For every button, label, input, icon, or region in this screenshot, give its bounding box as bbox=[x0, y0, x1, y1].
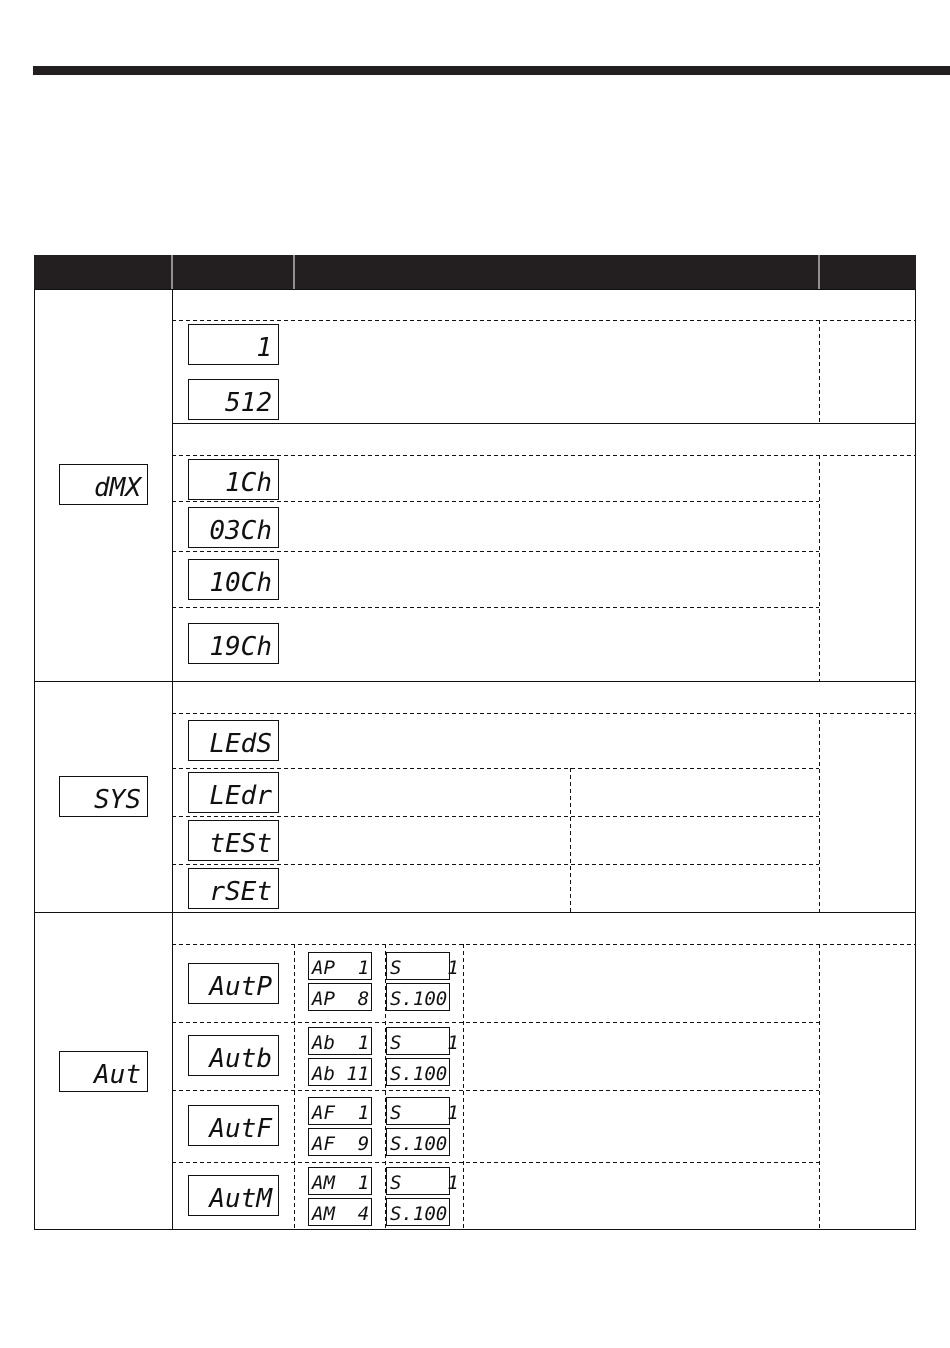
svg-text:1: 1 bbox=[256, 333, 272, 363]
display-auto-p-first bbox=[309, 953, 372, 980]
display-auto-b-last bbox=[309, 1059, 372, 1086]
display-channel-1ch bbox=[189, 460, 279, 500]
display-speed-b-max bbox=[387, 1059, 450, 1086]
display-speed-m-min bbox=[387, 1168, 459, 1195]
svg-text:rSEt: rSEt bbox=[209, 877, 272, 907]
display-auto-program-p bbox=[189, 964, 279, 1004]
svg-text:S.100: S.100 bbox=[390, 1203, 448, 1225]
display-speed-f-max bbox=[387, 1129, 450, 1156]
svg-text:03Ch: 03Ch bbox=[209, 516, 272, 546]
svg-text:Ab 11: Ab 11 bbox=[312, 1063, 370, 1085]
svg-text:AM 1: AM 1 bbox=[312, 1172, 370, 1194]
display-reset bbox=[189, 869, 279, 909]
svg-text:S 1: S 1 bbox=[390, 1172, 459, 1194]
table-frame bbox=[34, 289, 916, 1230]
display-auto-f-last bbox=[309, 1129, 372, 1156]
svg-text:SYS: SYS bbox=[94, 785, 141, 815]
display-channel-03ch bbox=[189, 508, 279, 548]
display-auto-f-first bbox=[309, 1098, 372, 1125]
display-leds bbox=[189, 721, 279, 761]
svg-text:AutF: AutF bbox=[209, 1114, 272, 1144]
display-speed-b-min bbox=[387, 1028, 459, 1055]
table-dashes bbox=[172, 320, 916, 1229]
display-speed-m-max bbox=[387, 1199, 450, 1226]
svg-text:AF 9: AF 9 bbox=[312, 1133, 370, 1155]
svg-text:AutP: AutP bbox=[209, 972, 272, 1002]
display-auto-m-last bbox=[309, 1199, 372, 1226]
svg-text:Ab 1: Ab 1 bbox=[312, 1032, 370, 1054]
display-address-max bbox=[189, 380, 279, 420]
svg-text:S.100: S.100 bbox=[390, 1133, 448, 1155]
display-auto-program-f bbox=[189, 1106, 279, 1146]
top-rule bbox=[33, 66, 950, 75]
svg-text:S 1: S 1 bbox=[390, 1032, 459, 1054]
svg-text:512: 512 bbox=[225, 388, 272, 418]
svg-text:10Ch: 10Ch bbox=[209, 568, 272, 598]
svg-text:AutM: AutM bbox=[209, 1184, 272, 1214]
display-auto-program-b bbox=[189, 1036, 279, 1076]
display-speed-f-min bbox=[387, 1098, 459, 1125]
display-auto-m-first bbox=[309, 1168, 372, 1195]
svg-text:dMX: dMX bbox=[94, 473, 141, 503]
menu-display-aut bbox=[60, 1052, 148, 1092]
display-speed-p-max bbox=[387, 984, 450, 1011]
svg-text:AM 4: AM 4 bbox=[312, 1203, 370, 1225]
display-channel-19ch bbox=[189, 624, 279, 664]
display-address-min bbox=[189, 325, 279, 365]
display-auto-b-first bbox=[309, 1028, 372, 1055]
svg-text:1Ch: 1Ch bbox=[225, 468, 272, 498]
display-test bbox=[189, 821, 279, 861]
svg-text:LEdS: LEdS bbox=[209, 729, 272, 759]
svg-text:Aut: Aut bbox=[94, 1060, 141, 1090]
display-auto-program-m bbox=[189, 1176, 279, 1216]
display-speed-p-min bbox=[387, 953, 459, 980]
display-ledr bbox=[189, 773, 279, 813]
svg-text:Autb: Autb bbox=[209, 1044, 272, 1074]
svg-text:S 1: S 1 bbox=[390, 1102, 459, 1124]
svg-text:S.100: S.100 bbox=[390, 988, 448, 1010]
menu-display-sys bbox=[60, 777, 148, 817]
menu-display-dmx bbox=[60, 465, 148, 505]
display-auto-p-last bbox=[309, 984, 372, 1011]
svg-text:19Ch: 19Ch bbox=[209, 632, 272, 662]
svg-text:AF 1: AF 1 bbox=[312, 1102, 370, 1124]
svg-text:AP 8: AP 8 bbox=[312, 988, 370, 1010]
table-header bbox=[34, 255, 916, 289]
svg-text:S.100: S.100 bbox=[390, 1063, 448, 1085]
svg-text:LEdr: LEdr bbox=[209, 781, 272, 811]
svg-text:S 1: S 1 bbox=[390, 957, 459, 979]
svg-text:AP 1: AP 1 bbox=[312, 957, 370, 979]
display-channel-10ch bbox=[189, 560, 279, 600]
svg-text:tESt: tESt bbox=[209, 829, 272, 859]
